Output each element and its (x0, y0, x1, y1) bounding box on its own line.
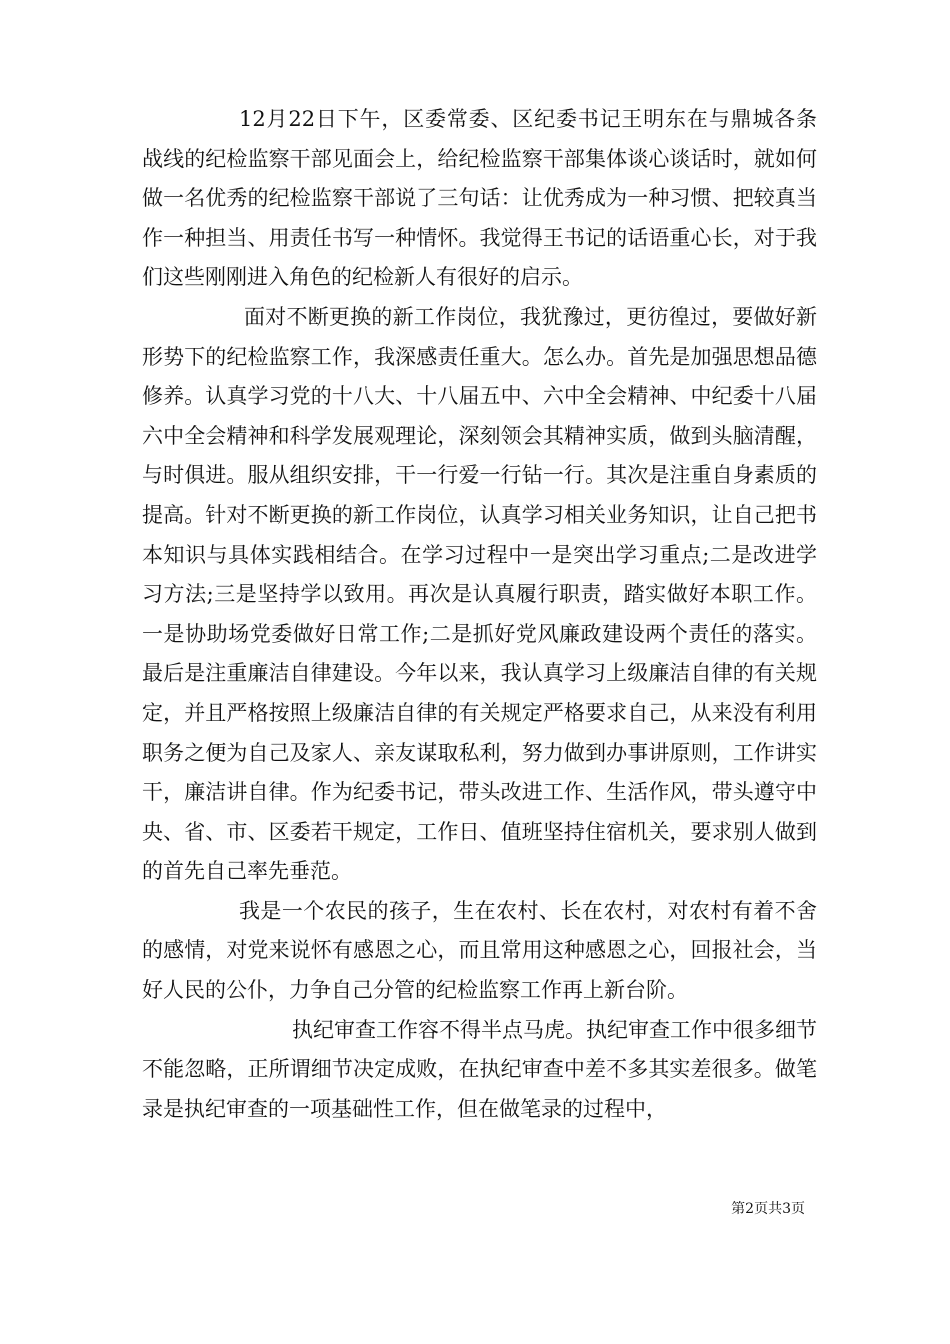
page-number: 第2页共3页 (731, 1201, 805, 1217)
paragraph-4: 执纪审查工作容不得半点马虎。执纪审查工作中很多细节不能忽略，正所谓细节决定成败，在执纪审查中差不多其实差很多。做笔录是执纪审查的一项基础性工作，但在做笔录的过程中， (142, 1017, 817, 1121)
document-body (142, 100, 817, 1129)
paragraph-2: 面对不断更换的新工作岗位，我犹豫过，更彷徨过，要做好新形势下的纪检监察工作，我深感责任重大。怎么办。首先是加强思想品德修养。认真学习党的十八大、十八届五中、六中全会精神、中纪委十八届六中全会精神和科学发展观理论，深刻领会其精神实质，做到头脑清醒，与时俱进。服从组织安排，干一行爱一行钻一行。其次是注重自身素质的提高。针对不断更换的新工作岗位，认真学习相关业务知识，让自己把书本知识与具体实践相结合。在学习过程中一是突出学习重点;二是改进学习方法;三是坚持学以致用。再次是认真履行职责，踏实做好本职工作。一是协助场党委做好日常工作;二是抓好党风廉政建设两个责任的落实。最后是注重廉洁自律建设。今年以来，我认真学习上级廉洁自律的有关规定，并且严格按照上级廉洁自律的有关规定严格要求自己，从来没有利用职务之便为自己及家人、亲友谋取私利，努力做到办事讲原则，工作讲实干，廉洁讲自律。作为纪委书记，带头改进工作、生活作风，带头遵守中央、省、市、区委若干规定，工作日、值班坚持住宿机关，要求别人做到的首先自己率先垂范。 (142, 304, 817, 884)
paragraph-1: 12月22日下午，区委常委、区纪委书记王明东在与鼎城各条战线的纪检监察干部见面会上，给纪检监察干部集体谈心谈话时，就如何做一名优秀的纪检监察干部说了三句话：让优秀成为一种习惯、把较真当作一种担当、用责任书写一种情怀。我觉得王书记的话语重心长，对于我们这些刚刚进入角色的纪检新人有很好的启示。 (142, 107, 817, 290)
paragraph-3: 我是一个农民的孩子，生在农村、长在农村，对农村有着不舍的感情，对党来说怀有感恩之心，而且常用这种感恩之心，回报社会，当好人民的公仆，力争自己分管的纪检监察工作再上新台阶。 (142, 898, 817, 1003)
